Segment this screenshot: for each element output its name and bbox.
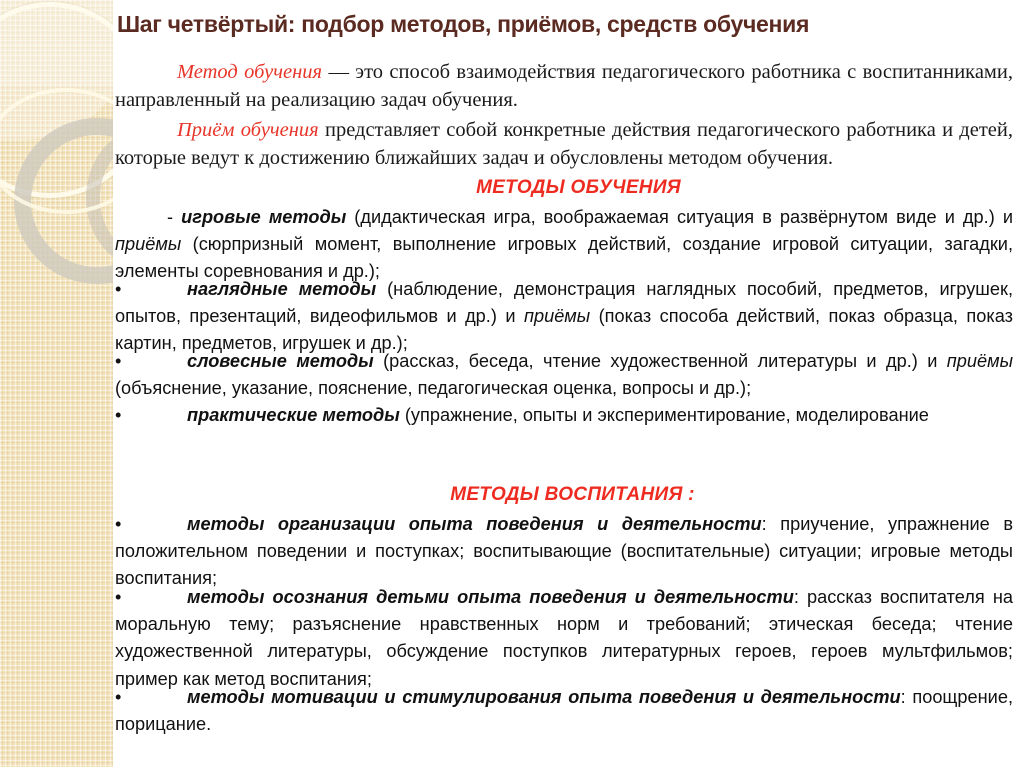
list-item-body-1: (рассказ, беседа, чтение художественной литературы и др.) и bbox=[373, 351, 947, 371]
list-item-lead: методы мотивации и стимулирования опыта поведения и деятельности bbox=[187, 687, 901, 707]
list-item bbox=[115, 402, 1013, 429]
list-item-body-1: : рассказ воспитателя на моральную тему; разъяснение нравственных норм и требований; этическая беседа; чтение художественной литературы, обсуждение поступков литературных героев, героев мультфильмов; пример как метод воспитания; bbox=[115, 587, 1013, 689]
section-heading-methods-of-teaching: МЕТОДЫ ОБУЧЕНИЯ bbox=[476, 177, 681, 198]
term-metod-obucheniya: Метод обучения bbox=[177, 61, 323, 83]
list-item bbox=[115, 276, 1013, 358]
list-item-body-1: : приучение, упражнение в положительном поведении и поступках; воспитывающие (воспитательные) ситуации; игровые методы воспитания; bbox=[115, 514, 1013, 589]
list-item bbox=[115, 348, 1013, 402]
list-marker: • bbox=[115, 279, 122, 299]
list-marker: • bbox=[115, 587, 122, 607]
term-priem-obucheniya: Приём обучения bbox=[177, 119, 319, 141]
list-item-body-1: (дидактическая игра, воображаемая ситуация в развёрнутом виде и др.) и bbox=[346, 207, 1013, 227]
list-item-lead: методы осознания детьми опыта поведения и деятельности bbox=[187, 587, 794, 607]
list-item-lead-secondary: приёмы bbox=[523, 306, 591, 327]
list-item bbox=[115, 204, 1013, 286]
slide-content bbox=[113, 0, 1024, 767]
list-item-lead: игровые методы bbox=[181, 207, 347, 227]
list-item-body-1: (наблюдение, демонстрация наглядных пособий, предметов, игрушек, опытов, презентаций, видеофильмов и др.) и bbox=[115, 279, 1013, 327]
intro-paragraph-priem bbox=[115, 116, 1013, 172]
intro-paragraph-method bbox=[115, 58, 1013, 114]
list-item-body-2: (сюрпризный момент, выполнение игровых действий, создание игровой ситуации, загадки, элементы соревнования и др.); bbox=[115, 234, 1013, 282]
list-marker: • bbox=[115, 514, 122, 534]
list-marker: • bbox=[115, 687, 122, 707]
list-item-lead-secondary: приёмы bbox=[946, 351, 1014, 371]
list-item-lead: наглядные методы bbox=[187, 279, 377, 299]
decorative-side-strip bbox=[0, 0, 113, 767]
list-item-lead-secondary: приёмы bbox=[115, 234, 182, 255]
list-item bbox=[115, 511, 1013, 593]
list-item-body-2: (объяснение, указание, пояснение, педагогическая оценка, вопросы и др.); bbox=[115, 378, 752, 399]
list-marker: • bbox=[115, 351, 122, 371]
list-item-lead: практические методы bbox=[187, 405, 400, 425]
list-item-body-2: (показ способа действий, показ образца, показ картин, предметов, игрушек и др.); bbox=[115, 306, 1013, 354]
section-heading-methods-of-upbringing: МЕТОДЫ ВОСПИТАНИЯ : bbox=[450, 484, 695, 505]
slide-title: Шаг четвёртый: подбор методов, приёмов, средств обучения bbox=[117, 11, 810, 37]
decorative-ring-cream-secondary-icon bbox=[0, 88, 113, 214]
list-item-lead: методы организации опыта поведения и деятельности bbox=[187, 514, 762, 534]
intro-paragraph-method-text: — это способ взаимодействия педагогического работника с воспитанниками, направленный на реализацию задач обучения. bbox=[115, 61, 1013, 111]
list-marker: • bbox=[115, 405, 122, 425]
list-item bbox=[115, 584, 1013, 693]
intro-paragraph-priem-text: представляет собой конкретные действия педагогического работника и детей, которые ведут к достижению ближайших задач и обусловлены методом обучения. bbox=[115, 119, 1013, 169]
list-item-lead: словесные методы bbox=[187, 351, 374, 371]
list-item-body-1: : поощрение, порицание. bbox=[115, 687, 1013, 735]
list-item bbox=[115, 684, 1013, 738]
list-item-body-1: (упражнение, опыты и экспериментирование, моделирование bbox=[399, 405, 929, 425]
list-marker: - bbox=[167, 207, 174, 227]
